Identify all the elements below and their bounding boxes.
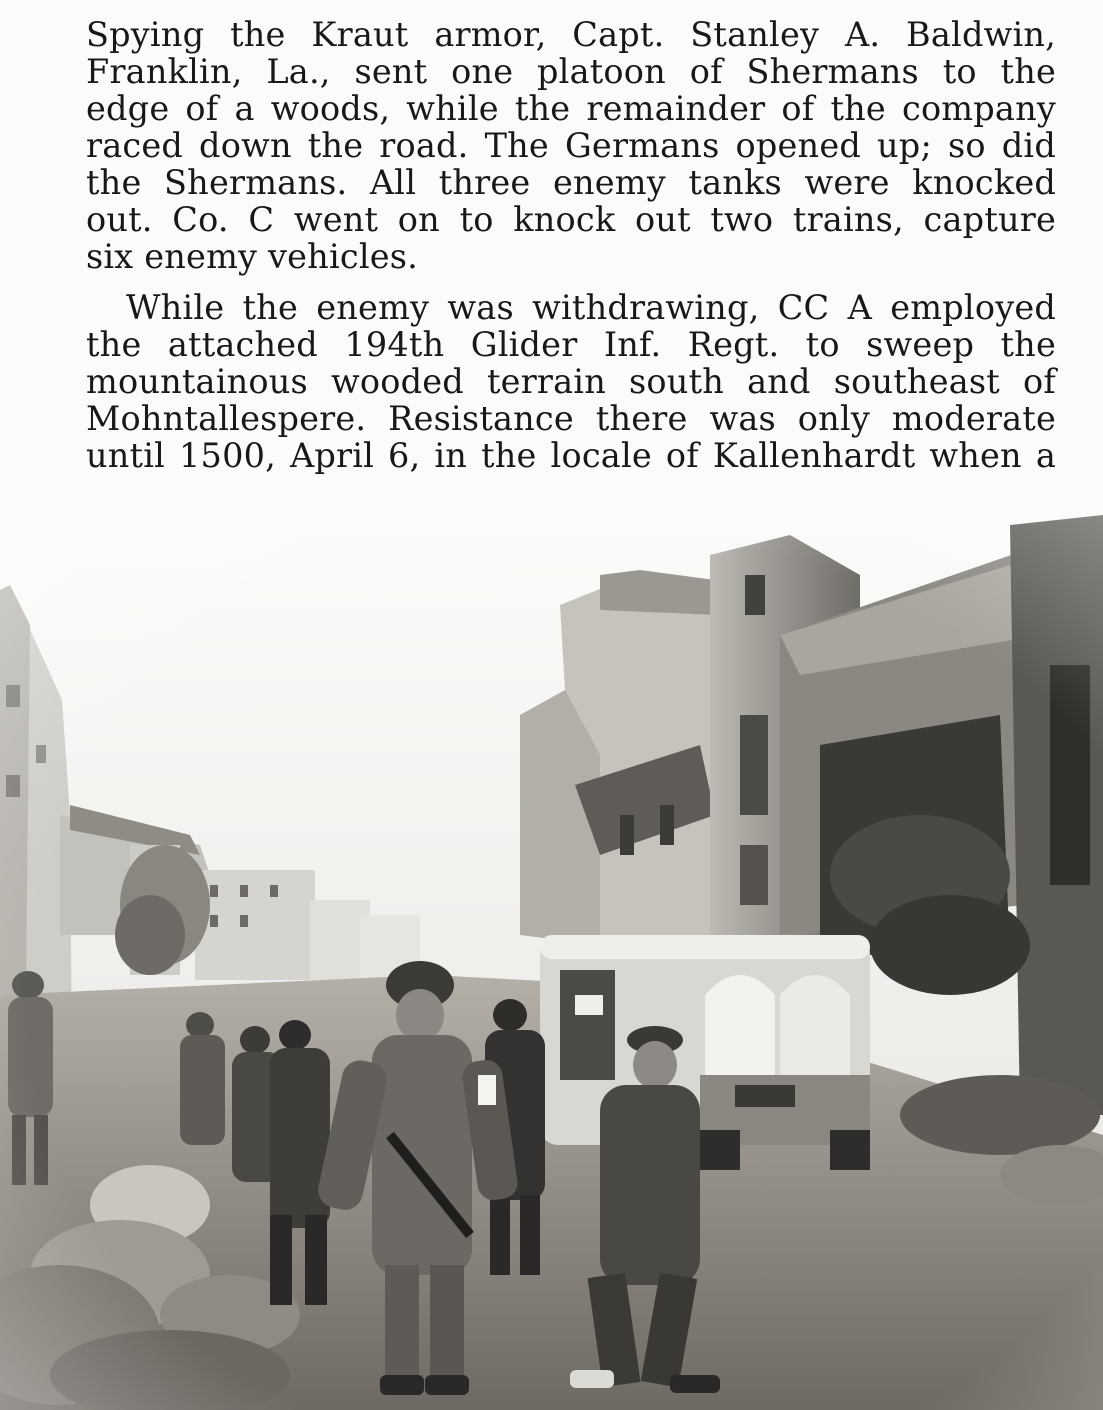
paragraph-2-line: While the enemy was withdrawing, CC A employed (126, 288, 1056, 327)
paragraph-1-line: out. Co. C went on to knock out two trains, capture (86, 200, 1056, 239)
paragraph-1-line: Franklin, La., sent one platoon of Shermans to the (86, 52, 1056, 91)
war-photograph (0, 515, 1103, 1410)
paragraph-2-line: until 1500, April 6, in the locale of Kallenhardt when a (86, 436, 1056, 475)
paragraph-1-line: raced down the road. The Germans opened up; so did (86, 126, 1056, 165)
street-scene-illustration (0, 515, 1103, 1410)
paragraph-2-line: Mohntallespere. Resistance there was only moderate (86, 399, 1056, 438)
paragraph-2-line: mountainous wooded terrain south and southeast of (86, 362, 1056, 401)
paragraph-1-line: Spying the Kraut armor, Capt. Stanley A. Baldwin, (86, 15, 1056, 54)
paragraph-2-line: the attached 194th Glider Inf. Regt. to sweep the (86, 325, 1056, 364)
paragraph-1-line: six enemy vehicles. (86, 237, 418, 276)
paragraph-2 (86, 289, 1056, 474)
paragraph-1-line: the Shermans. All three enemy tanks were knocked (86, 163, 1056, 202)
paragraph-1-line: edge of a woods, while the remainder of the company (86, 89, 1056, 128)
article-text (86, 16, 1056, 474)
paragraph-1 (86, 16, 1056, 275)
photo-fade-overlay (0, 515, 1103, 1410)
